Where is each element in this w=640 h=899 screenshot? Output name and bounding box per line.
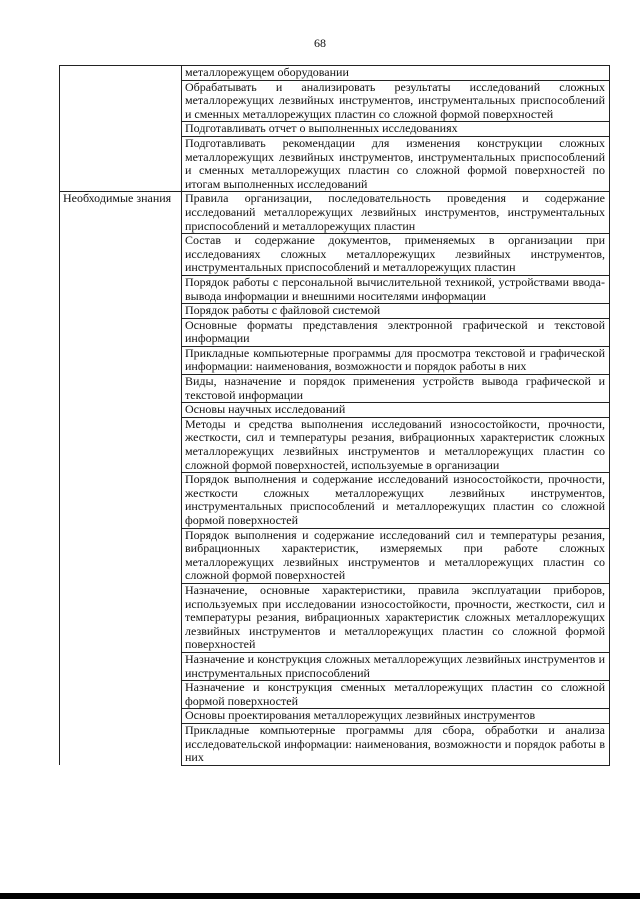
row-label-empty (60, 66, 182, 192)
table-cell: Порядок работы с персональной вычислительной техникой, устройствами ввода-вывода информации и внешними носителями информации (182, 275, 610, 303)
table-cell: Назначение и конструкция сложных металлорежущих лезвийных инструментов и инструментальных приспособлений (182, 652, 610, 680)
table-cell: Подготавливать отчет о выполненных исследованиях (182, 122, 610, 137)
table-cell: Порядок выполнения и содержание исследований сил и температуры резания, вибрационных характеристик, измеряемых при работе сложных металлорежущих лезвийных инструментов и металлорежущих пластин со сложной формой поверхностей (182, 528, 610, 583)
table-cell: Основы проектирования металлорежущих лезвийных инструментов (182, 709, 610, 724)
table-row (60, 192, 610, 234)
table-cell: Состав и содержание документов, применяемых в организации при исследованиях сложных металлорежущих лезвийных инструментов, инструментальных приспособлений и металлорежущих пластин (182, 234, 610, 276)
table-cell: Прикладные компьютерные программы для просмотра текстовой и графической информации: наименования, возможности и порядок работы в них (182, 346, 610, 374)
table-cell: Порядок работы с файловой системой (182, 304, 610, 319)
table-cell: Основы научных исследований (182, 403, 610, 418)
requirements-table (59, 65, 610, 766)
table-cell: Назначение и конструкция сменных металлорежущих пластин со сложной формой поверхностей (182, 681, 610, 709)
table-cell: Порядок выполнения и содержание исследований износостойкости, прочности, жесткости сложных металлорежущих лезвийных инструментов, инструментальных приспособлений и металлорежущих пластин со сложной формой поверхностей (182, 473, 610, 528)
table-cell: Основные форматы представления электронной графической и текстовой информации (182, 318, 610, 346)
table-cell: металлорежущем оборудовании (182, 66, 610, 81)
table-row (60, 66, 610, 81)
table-cell: Методы и средства выполнения исследований износостойкости, прочности, жесткости, сил и температуры резания, вибрационных характеристик сложных металлорежущих лезвийных инструментов и металлорежущих пластин со сложной формой поверхностей, используемые в организации (182, 417, 610, 472)
row-label-required-knowledge: Необходимые знания (60, 192, 182, 765)
table-cell: Назначение, основные характеристики, правила эксплуатации приборов, используемых при исследовании износостойкости, прочности, жесткости, сил и температуры резания, вибрационных характеристик сложных металлорежущих лезвийных инструментов и металлорежущих пластин со сложной формой поверхностей (182, 583, 610, 652)
table-cell: Обрабатывать и анализировать результаты исследований сложных металлорежущих лезвийных инструментов, инструментальных приспособлений и сменных металлорежущих пластин со сложной формой поверхностей (182, 80, 610, 122)
table-cell: Подготавливать рекомендации для изменения конструкции сложных металлорежущих лезвийных инструментов, инструментальных приспособлений и сменных металлорежущих пластин со сложной формой поверхностей по итогам выполненных исследований (182, 136, 610, 191)
page-number: 68 (314, 36, 326, 50)
table-cell: Прикладные компьютерные программы для сбора, обработки и анализа исследовательской информации: наименования, возможности и порядок работы в них (182, 723, 610, 765)
table-cell: Правила организации, последовательность проведения и содержание исследований металлорежущих лезвийных инструментов, инструментальных приспособлений и металлорежущих пластин (182, 192, 610, 234)
scan-edge (0, 893, 640, 899)
table-cell: Виды, назначение и порядок применения устройств вывода графической и текстовой информации (182, 375, 610, 403)
